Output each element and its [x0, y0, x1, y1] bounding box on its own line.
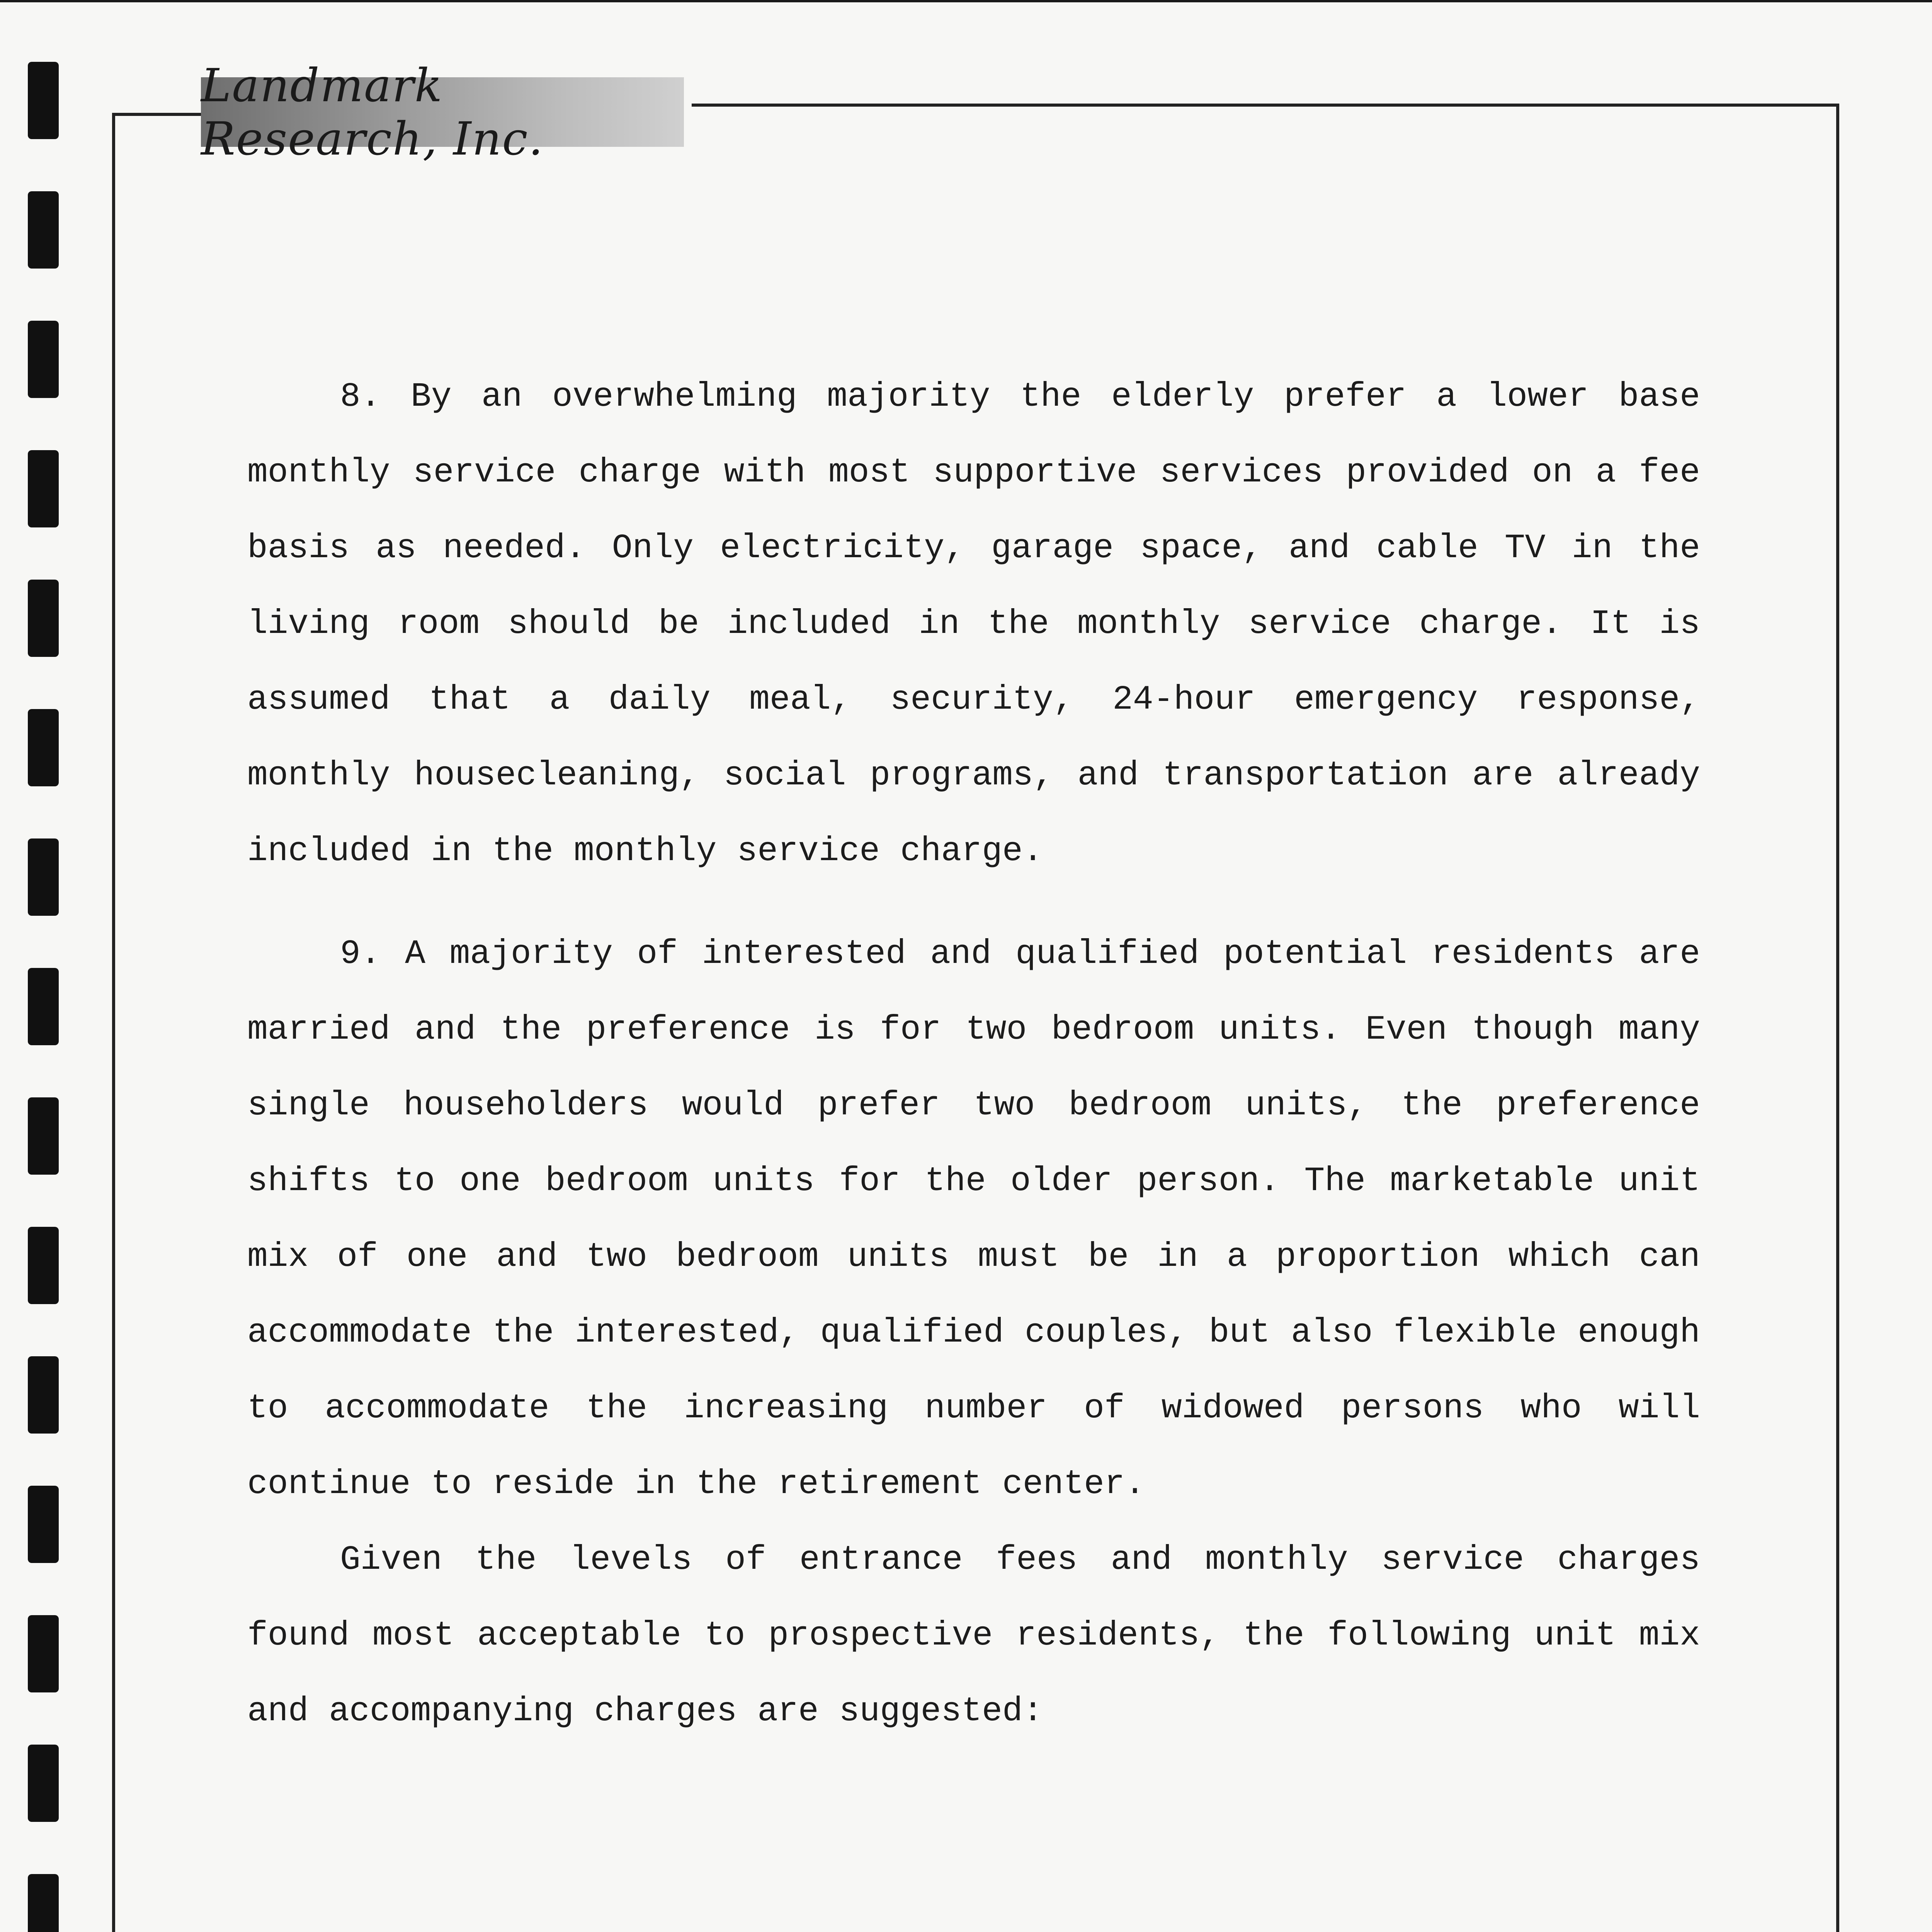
company-name: Landmark Research, Inc.: [201, 59, 544, 165]
binding-hole: [28, 450, 59, 527]
binding-hole: [28, 1486, 59, 1563]
binding-hole: [28, 1356, 59, 1434]
paragraph-given: Given the levels of entrance fees and monthly service charges found most acceptable to prospective residents, the following unit mix and accompanying charges are suggested:: [247, 1541, 1700, 1731]
paragraph-9: 9. A majority of interested and qualified potential residents are married and the preference is for two bedroom units. Even though many single householders would prefer two bedroom units, the preference shifts to one bedroom units for the older person. The marketable unit mix of one and two bedroom units must be in a proportion which can accommodate the interested, qualified couples, but also flexible enough to accommodate the increasing number of widowed persons who will continue to reside in the retirement center.: [247, 935, 1700, 1503]
top-edge-rule: [0, 0, 1932, 2]
paragraph-8: 8. By an overwhelming majority the elderly prefer a lower base monthly service charge with most supportive services provided on a fee basis as needed. Only electricity, garage space, and cable TV in the living room should be included in the monthly service charge. It is assumed that a daily meal, security, 24-hour emergency response, monthly housecleaning, social programs, and transportation are already included in the monthly service charge.: [247, 378, 1700, 871]
page-frame-left: [112, 113, 115, 1932]
binding-hole: [28, 1227, 59, 1304]
binding-hole: [28, 1874, 59, 1932]
binding-hole: [28, 1097, 59, 1175]
binding-hole: [28, 838, 59, 916]
binding-hole: [28, 1745, 59, 1822]
binding-holes: [28, 62, 59, 1932]
binding-hole: [28, 709, 59, 786]
page-frame-right: [1836, 104, 1839, 1932]
binding-hole: [28, 580, 59, 657]
letterhead-logo: [201, 59, 684, 165]
page-frame-top-right: [692, 104, 1839, 107]
document-body: [247, 359, 1700, 1750]
binding-hole: [28, 968, 59, 1045]
page-frame-top-left: [112, 113, 205, 116]
binding-hole: [28, 191, 59, 269]
binding-hole: [28, 1615, 59, 1692]
binding-hole: [28, 62, 59, 139]
binding-hole: [28, 321, 59, 398]
